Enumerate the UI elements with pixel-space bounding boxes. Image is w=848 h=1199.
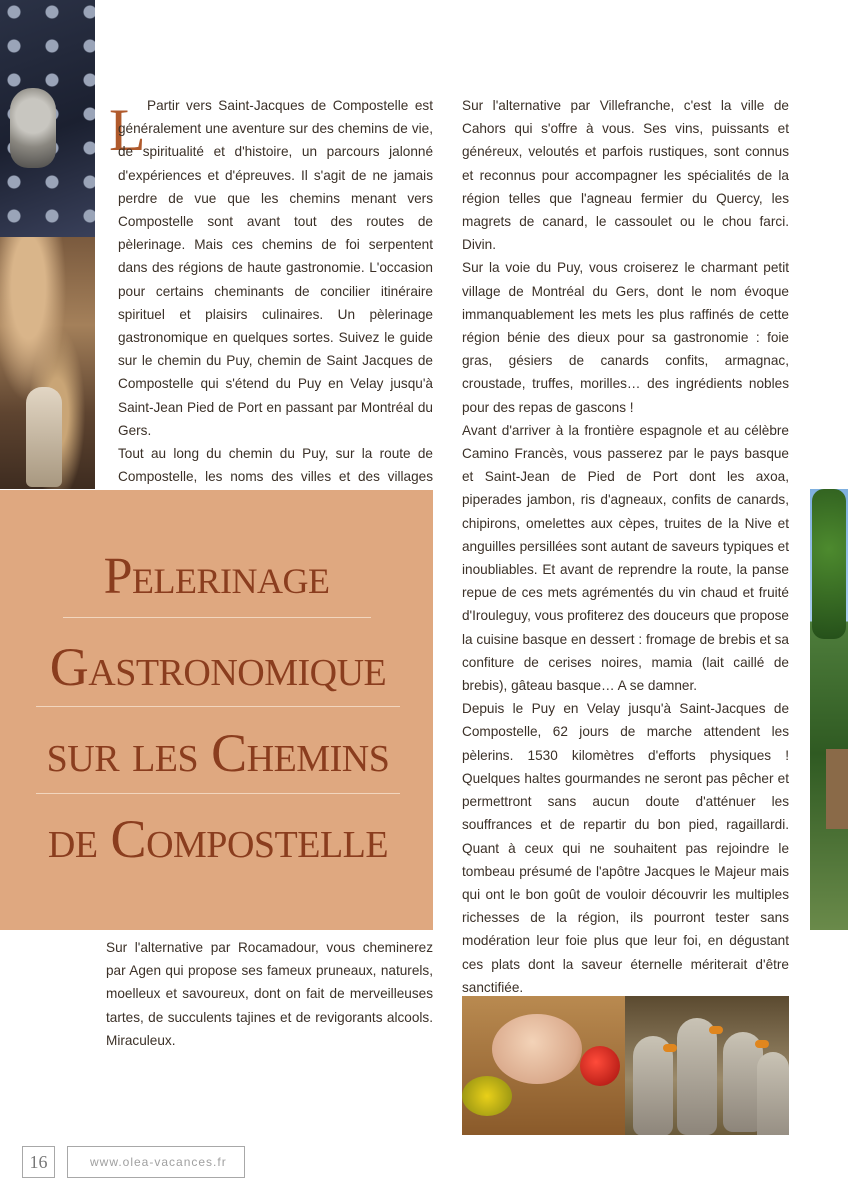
goose xyxy=(757,1052,789,1135)
website-link[interactable]: www.olea-vacances.fr xyxy=(67,1146,245,1178)
conclusion-paragraph: Depuis le Puy en Velay jusqu'à Saint-Jacques de Compostelle, 62 jours de marche attendent les pèlerins. 1530 kilomètres d'efforts physiques ! Quelques haltes gourmandes ne seront pas pêcher et permettront sans aucun doute d'atténuer les souffrances et de repartir du bon pied, ragaillardi. Quant à ceux qui ne souhaitent pas rejoindre le tombeau présumé de l'apôtre Jacques le Majeur mais qui ont le bon goût de vouloir découvrir les multiples richesses de la région, ils pourront tester sans modération leur foie plus que leur foi, en dégustant ces plats dont la saveur éternelle mériterait d'être sanctifiée. xyxy=(462,701,789,995)
geese-photo xyxy=(625,996,789,1135)
intro-text xyxy=(118,94,433,512)
cathedral-sculpture-photo xyxy=(0,237,95,489)
garden-house-photo xyxy=(810,489,848,930)
title-line-3: sur les Chemins xyxy=(46,723,390,783)
statue-shape xyxy=(26,387,62,487)
goose-beak xyxy=(709,1026,723,1034)
rocamadour-text xyxy=(106,936,433,1052)
house-shape xyxy=(826,749,848,829)
goose-beak xyxy=(663,1044,677,1052)
title-line-2: Gastronomique xyxy=(49,637,387,697)
drop-cap: L xyxy=(109,97,146,163)
title-line-4: de Compostelle xyxy=(47,809,389,869)
goose xyxy=(677,1018,717,1135)
foie-gras-photo xyxy=(462,996,625,1135)
title-divider xyxy=(36,706,400,707)
door-knocker-photo xyxy=(0,0,95,237)
title-divider xyxy=(63,617,371,618)
montreal-paragraph: Sur la voie du Puy, vous croiserez le charmant petit village de Montréal du Gers, dont le nom évoque immanquablement les mets les plus raffinés de cette région bénie des dieux pour sa gastronomie : foie gras, gésiers de canards confits, armagnac, croustade, truffes, morilles… des ingrédients nobles pour des repas de gascons ! xyxy=(462,260,789,415)
intro-paragraph-2: Tout au long du chemin du Puy, sur la route de Compostelle, les noms des villes et des villages xyxy=(118,446,433,485)
basque-paragraph: Avant d'arriver à la frontière espagnole et au célèbre Camino Francès, vous passerez par le pays basque et Saint-Jean de Pied de Port dont les axoa, piperades jambon, ris d'agneaux, confits de canards, chipirons, omelettes aux cèpes, truites de la Nive et anguilles persillées sont autant de saveurs typiques et inoubliables. Et avant de reprendre la route, la panse repue de ces mets agrémentés du vin chaud et fruité d'Irouleguy, vous profiterez des douceurs que propose la cuisine basque en dessert : fromage de brebis et sa confiture de cerises noires, mamia (lait caillé de brebis), gâteau basque… A se damner. xyxy=(462,422,789,694)
title-divider xyxy=(36,793,400,794)
berries xyxy=(580,1046,620,1086)
title-line-1: Pelerinage xyxy=(103,548,330,605)
right-column-text xyxy=(462,94,789,999)
knocker-shape xyxy=(10,88,56,168)
garnish xyxy=(462,1076,512,1116)
rocamadour-paragraph: Sur l'alternative par Rocamadour, vous cheminerez par Agen qui propose ses fameux pruneaux, naturels, moelleux et savoureux, dont on fait de merveilleuses tartes, de succulents tajines et de revigorants alcools. Miraculeux. xyxy=(106,940,433,1048)
goose-beak xyxy=(755,1040,769,1048)
intro-paragraph-1: Partir vers Saint-Jacques de Compostelle est généralement une aventure sur des chemins de vie, de spiritualité et d'histoire, un parcours jalonné d'expériences et d'épreuves. Il s'agit de ne jamais perdre de vue que les chemins menant vers Compostelle sont avant tout des routes de pèlerinage. Mais ces chemins de foi serpentent dans des régions de haute gastronomie. L'occasion pour certains cheminants de concilier itinéraire spirituel et plaisirs culinaires. Un pèlerinage gastronomique en quelques sortes. Suivez le guide sur le chemin du Puy, chemin de Saint Jacques de Compostelle qui s'étend du Puy en Velay jusqu'à Saint-Jean Pied de Port en passant par Montréal du Gers. xyxy=(118,98,433,438)
page-number: 16 xyxy=(22,1146,55,1178)
foie-gras-slice xyxy=(492,1014,582,1084)
tree-shape xyxy=(812,489,846,639)
cahors-paragraph: Sur l'alternative par Villefranche, c'est la ville de Cahors qui s'offre à vous. Ses vins, puissants et généreux, veloutés et parfois rustiques, sont connus et reconnus pour accompagner les spécialités de la région telles que l'agneau fermier du Quercy, les magrets de canard, le cassoulet ou le chou farci. Divin. xyxy=(462,98,789,253)
